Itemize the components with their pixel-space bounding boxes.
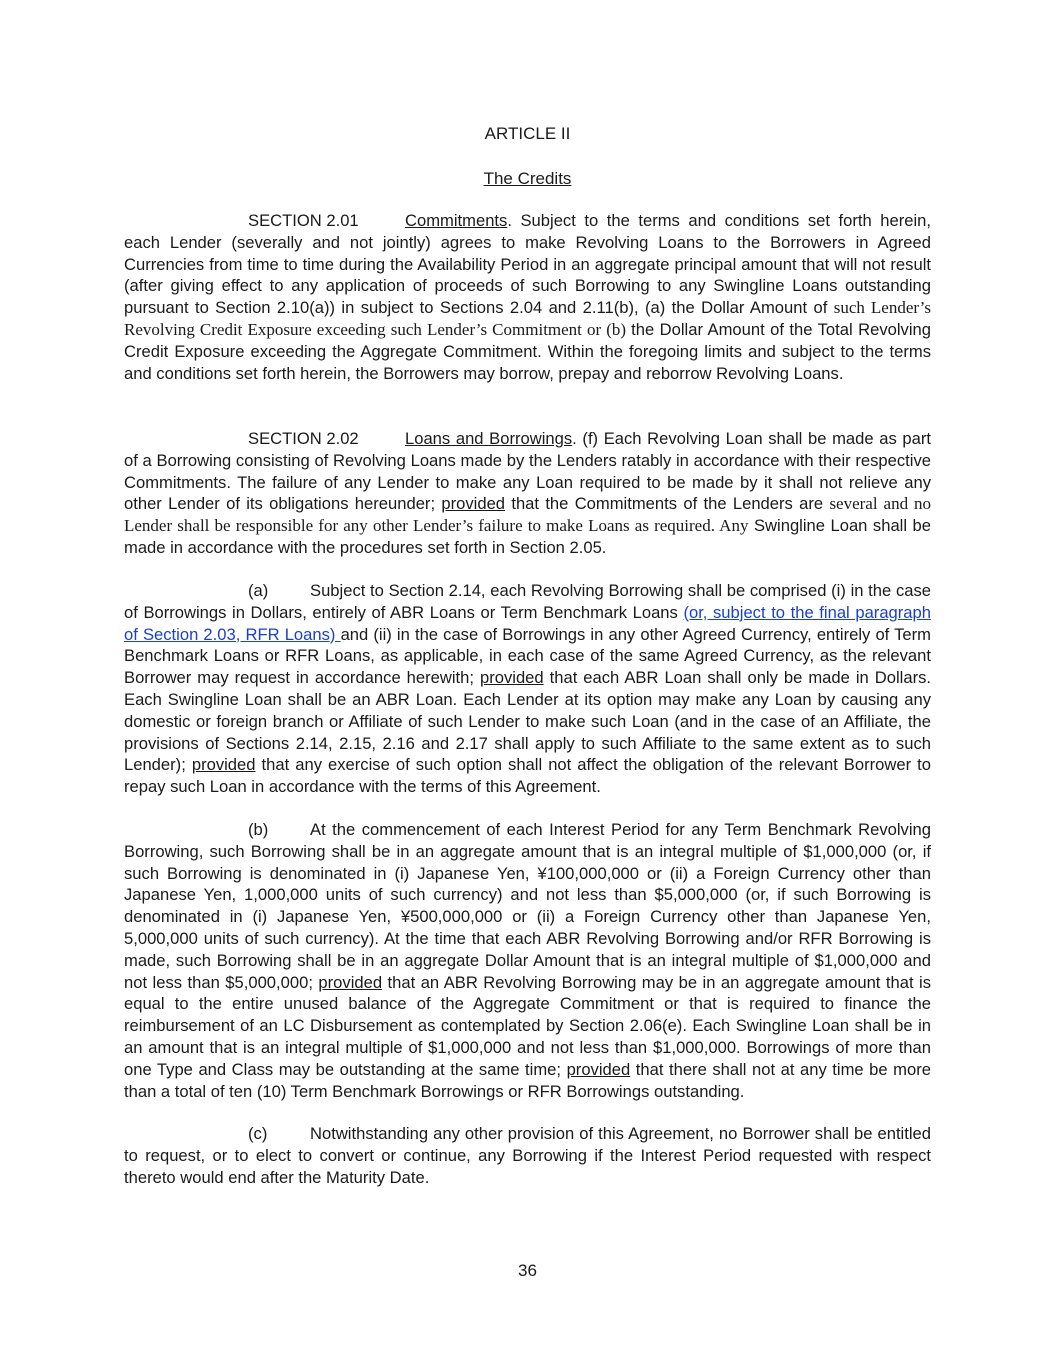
article-title: ARTICLE II [484,124,571,143]
document-page [124,0,931,1365]
paragraph-text: that any exercise of such option shall not affect the obligation of the relevant Borrower to repay such Loan in accordance with the terms of this Agreement. [124,755,931,797]
section-2-02-paragraph [124,428,931,559]
section-2-01-paragraph [124,210,931,384]
provided-term: provided [191,755,256,775]
subsection-mark: (b) [248,820,269,839]
article-subtitle: The Credits [483,169,572,188]
section-number: SECTION 2.01 [248,211,359,230]
paragraph-text: Swingline Loan shall be made in accordance with the procedures set forth in Section 2.05. [124,516,932,557]
paragraph-text-serif: several and no Lender shall be responsible for any other Lender’s failure to make Loans as required. Any [124,494,932,536]
provided-term: provided [441,494,506,514]
subsection-a-paragraph [124,580,931,798]
page-number: 36 [518,1261,537,1280]
paragraph-text: that there shall not at any time be more than a total of ten (10) Term Benchmark Borrowings or RFR Borrowings outstanding. [124,1059,931,1101]
paragraph-text-serif: such Lender’s Revolving Credit Exposure exceeding such Lender’s Commitment or (b) [124,298,931,339]
paragraph-text: Notwithstanding any other provision of this Agreement, no Borrower shall be entitled to request, or to elect to convert or continue, any Borrowing if the Interest Period requested with respect thereto would end after the Maturity Date. [124,1124,931,1187]
paragraph-text: that the Commitments of the Lenders are [505,494,830,514]
section-number: SECTION 2.02 [248,429,359,448]
subsection-c-paragraph [124,1123,931,1188]
subsection-mark: (c) [248,1124,268,1143]
paragraph-text: that an ABR Revolving Borrowing may be in an aggregate amount that is equal to the entire unused balance of the Aggregate Commitment or that is required to finance the reimbursement of an LC Disbursement as contemplated by Section 2.06(e). Each Swingline Loan shall be in an amount that is an integral multiple of $1,000,000 and not less than $1,000,000. Borrowings of more than one Type and Class may be outstanding at the same time; [124,972,932,1079]
paragraph-text: At the commencement of each Interest Period for any Term Benchmark Revolving Borrowing, such Borrowing shall be in an aggregate amount that is an integral multiple of $1,000,000 (or, if such Borrowing is denominated in (i) Japanese Yen, ¥100,000,000 or (ii) a Foreign Currency other than Japanese Yen, 1,000,000 units of such currency) and not less than $5,000,000 (or, if such Borrowing is denominated in (i) Japanese Yen, ¥500,000,000 or (ii) a Foreign Currency other than Japanese Yen, 5,000,000 units of such currency). At the time that each ABR Revolving Borrowing and/or RFR Borrowing is made, such Borrowing shall be in an aggregate Dollar Amount that is an integral multiple of $1,000,000 and not less than $5,000,000; [124,820,931,992]
section-2-03-link[interactable]: (or, subject to the final paragraph of Section 2.03, RFR Loans) [124,602,931,644]
paragraph-text: . Subject to the terms and conditions set forth herein, each Lender (severally and not jointly) agrees to make Revolving Loans to the Borrowers in Agreed Currencies from time to time during the Availability Period in an aggregate principal amount that will not result (after giving effect to any application of proceeds of such Borrowing to any Swingline Loans outstanding pursuant to Section 2.10(a)) in subject to Sections 2.04 and 2.11(b), (a) the Dollar Amount of [124,211,931,318]
subsection-b-paragraph [124,819,931,1102]
provided-term: provided [318,972,383,992]
provided-term: provided [479,668,544,688]
paragraph-text: Subject to Section 2.14, each Revolving Borrowing shall be comprised (i) in the case of Borrowings in Dollars, entirely of ABR Loans or Term Benchmark Loans [124,581,931,622]
section-heading: Loans and Borrowings [405,429,573,448]
provided-term: provided [566,1059,631,1079]
paragraph-text: . (f) Each Revolving Loan shall be made as part of a Borrowing consisting of Revolving Loans made by the Lenders ratably in accordance with their respective Commitments. The failure of any Lender to make any Loan required to be made by it shall not relieve any other Lender of its obligations hereunder; [124,429,931,514]
paragraph-text: and (ii) in the case of Borrowings in any other Agreed Currency, entirely of Term Benchmark Loans or RFR Loans, as applicable, in each case of the same Agreed Currency, as the relevant Borrower may request in accordance herewith; [124,624,931,688]
subsection-mark: (a) [248,581,269,600]
section-heading: Commitments [405,211,508,230]
paragraph-text: the Dollar Amount of the Total Revolving Credit Exposure exceeding the Aggregate Commitment. Within the foregoing limits and subject to the terms and conditions set forth herein, the Borrowers may borrow, prepay and reborrow Revolving Loans. [124,319,931,383]
paragraph-text: that each ABR Loan shall only be made in Dollars. Each Swingline Loan shall be an ABR Loan. Each Lender at its option may make any Loan by causing any domestic or foreign branch or Affiliate of such Lender to make such Loan (and in the case of an Affiliate, the provisions of Sections 2.14, 2.15, 2.16 and 2.17 shall apply to such Affiliate to the same extent as to such Lender); [124,668,931,775]
